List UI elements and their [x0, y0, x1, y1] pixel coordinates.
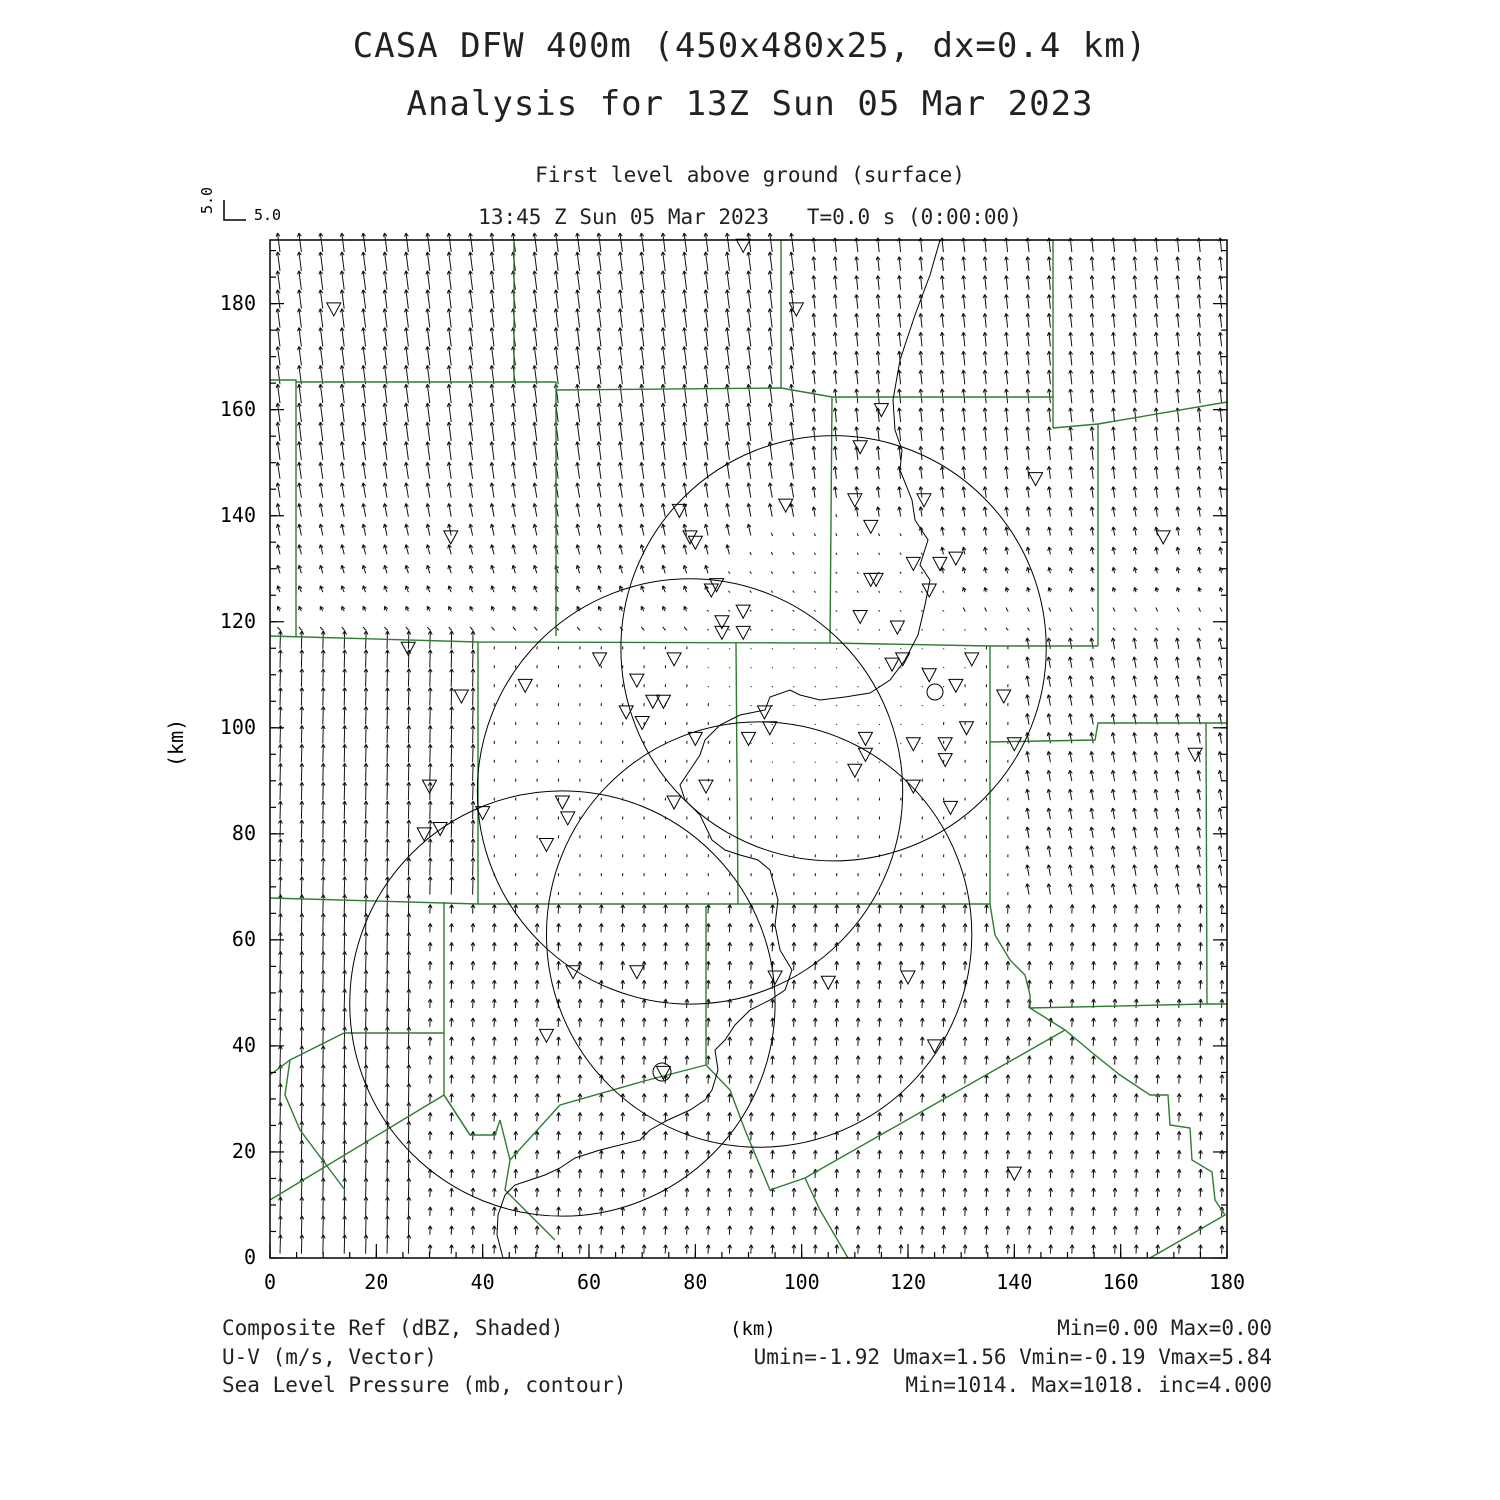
plot-frame [270, 240, 1227, 1258]
radar-range-rings [350, 436, 1046, 1217]
x-axis-unit-label: (km) [730, 1318, 776, 1340]
station-marker [688, 732, 702, 745]
station-marker [518, 679, 532, 692]
station-marker [555, 796, 569, 809]
station-marker [885, 658, 899, 671]
y-tick-label: 160 [219, 396, 256, 421]
x-tick-label: 40 [470, 1270, 495, 1294]
station-marker [1007, 738, 1021, 751]
station-marker [736, 239, 750, 252]
station-marker [853, 441, 867, 454]
y-tick-label: 40 [231, 1032, 256, 1057]
station-marker [630, 966, 644, 979]
station-marker [949, 679, 963, 692]
station-marker [869, 573, 883, 586]
station-marker [997, 690, 1011, 703]
x-tick-label: 120 [889, 1270, 927, 1294]
station-marker [1156, 531, 1170, 544]
y-tick-label: 80 [231, 820, 256, 845]
y-tick-label: 180 [219, 290, 256, 315]
y-tick-label: 20 [231, 1138, 256, 1163]
station-marker [944, 801, 958, 814]
vector-key-u-label: 5.0 [254, 206, 282, 224]
station-marker [1007, 1167, 1021, 1180]
station-marker [959, 722, 973, 735]
footer-field1-label: Composite Ref (dBZ, Shaded) [222, 1316, 564, 1340]
level-subtitle: First level above ground (surface) [535, 163, 965, 187]
radar-site-marker [927, 684, 943, 700]
station-marker [906, 738, 920, 751]
station-marker [630, 674, 644, 687]
station-marker [890, 621, 904, 634]
vector-key-v-label: 5.0 [198, 186, 216, 214]
y-tick-label: 140 [219, 502, 256, 527]
station-marker [763, 722, 777, 735]
station-marker [683, 531, 697, 544]
station-marker [821, 976, 835, 989]
station-marker [901, 971, 915, 984]
station-marker [327, 303, 341, 316]
x-tick-label: 60 [576, 1270, 602, 1294]
x-tick-label: 80 [683, 1270, 708, 1294]
station-marker [922, 669, 936, 682]
county-boundaries [270, 240, 1227, 1258]
footer-field3-label: Sea Level Pressure (mb, contour) [222, 1373, 627, 1397]
footer-field2-stats: Umin=-1.92 Umax=1.56 Vmin=-0.19 Vmax=5.84 [753, 1345, 1272, 1369]
x-tick-label: 180 [1208, 1270, 1246, 1294]
station-marker [917, 494, 931, 507]
station-marker [848, 494, 862, 507]
station-marker [667, 653, 681, 666]
station-marker [853, 610, 867, 623]
x-tick-label: 0 [263, 1270, 277, 1294]
station-marker [699, 780, 713, 793]
station-marker [1029, 473, 1043, 486]
x-tick-label: 160 [1102, 1270, 1139, 1294]
footer-field1-stats: Min=0.00 Max=0.00 [1057, 1316, 1272, 1340]
station-marker [742, 732, 756, 745]
pressure-contour [497, 240, 940, 1258]
station-marker [593, 653, 607, 666]
y-tick-label: 120 [219, 608, 256, 633]
footer-field3-stats: Min=1014. Max=1018. inc=4.000 [905, 1373, 1272, 1397]
radar-site-marker-south [653, 1063, 671, 1081]
radar-ring [621, 436, 1046, 861]
station-marker [635, 716, 649, 729]
station-marker [864, 520, 878, 533]
station-marker [949, 552, 963, 565]
y-axis-unit-label: (km) [164, 718, 188, 767]
y-tick-label: 60 [231, 926, 256, 951]
station-marker [736, 626, 750, 639]
station-marker [539, 1029, 553, 1042]
station-marker [736, 605, 750, 618]
station-marker [454, 690, 468, 703]
station-marker [858, 732, 872, 745]
station-marker [757, 706, 771, 719]
station-marker [423, 780, 437, 793]
station-marker [667, 796, 681, 809]
title-line-1: CASA DFW 400m (450x480x25, dx=0.4 km) [352, 26, 1148, 66]
station-marker [864, 573, 878, 586]
station-marker [417, 828, 431, 841]
station-marker [938, 738, 952, 751]
station-marker [906, 780, 920, 793]
station-marker [906, 557, 920, 570]
x-tick-label: 140 [996, 1270, 1033, 1294]
station-marker [848, 764, 862, 777]
x-tick-label: 100 [783, 1270, 820, 1294]
valid-time-subtitle: 13:45 Z Sun 05 Mar 2023 T=0.0 s (0:00:00) [478, 205, 1022, 229]
station-marker [561, 812, 575, 825]
station-marker [933, 557, 947, 570]
title-line-2: Analysis for 13Z Sun 05 Mar 2023 [406, 84, 1094, 124]
station-marker [539, 838, 553, 851]
station-marker [938, 754, 952, 767]
y-tick-label: 100 [219, 714, 256, 739]
y-tick-label: 0 [243, 1245, 256, 1269]
station-marker [768, 971, 782, 984]
footer-field2-label: U-V (m/s, Vector) [222, 1345, 437, 1369]
x-tick-label: 20 [364, 1270, 389, 1294]
vector-key-icon [224, 200, 246, 220]
station-marker [965, 653, 979, 666]
